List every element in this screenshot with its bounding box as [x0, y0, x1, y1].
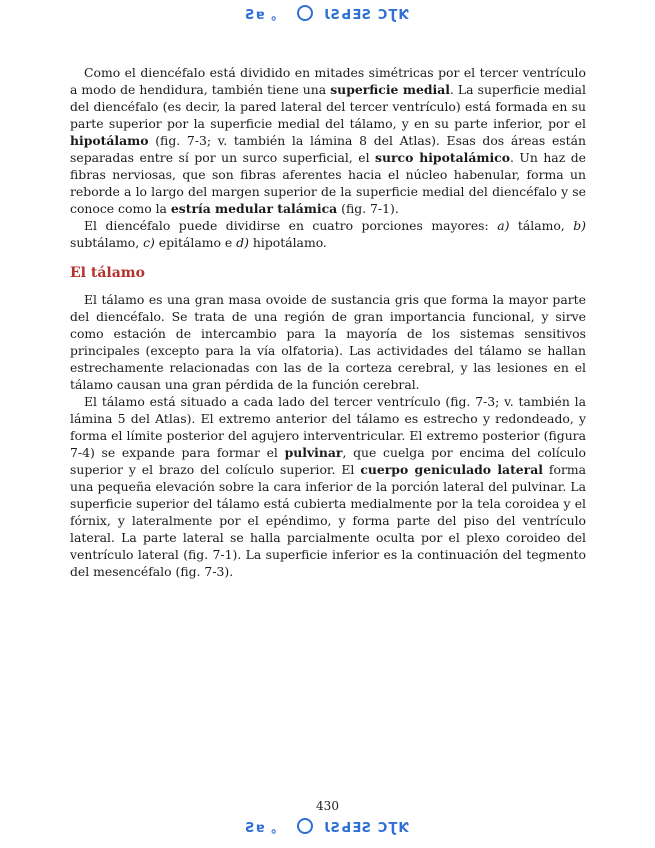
text-run: . Un haz de fibras nerviosas, que son fibras aferentes hacia el núcleo habenular, forma un reborde a lo largo del margen superior de la superficie medial del diencéfalo y se conoce como la — [70, 150, 586, 216]
text-run: forma una pequeña elevación sobre la cara inferior de la porción lateral del pulvinar. La superficie superior del tálamo está cubierta medialmente por la tela coroidea y el fórnix, y lateralmente por el epéndimo, y forma parte del piso del ventrículo lateral. La parte lateral se halla parcialmente oculta por el plexo coroideo del ventrículo lateral (fig. 7-1). La superficie inferior es la continuación del tegmento del mesencéfalo (fig. 7-3). — [70, 462, 587, 579]
text-run: (fig. 7-1). — [337, 201, 399, 216]
watermark-dot: 。 — [271, 8, 286, 23]
watermark-footer — [0, 818, 655, 836]
text-run: subtálamo, — [70, 235, 144, 250]
paragraph-1 — [70, 64, 586, 217]
text-run: El tálamo es una gran masa ovoide de sustancia gris que forma la mayor parte del diencéfalo. Se trata de una región de gran importancia funcional, y sirve como estación de intercambio para la mayoría de los sistemas sensitivos principales (excepto para la vía olfatoria). Las actividades del tálamo se hallan estrechamente relacionadas con las de la corteza cerebral, y las lesiones en el tálamo causan una gran pérdida de la función cerebral. — [70, 292, 586, 392]
text-run: Como el diencéfalo está dividido en mitades simétricas por el tercer ventrículo a modo de hendidura, también tiene una — [70, 65, 586, 97]
text-run: El diencéfalo puede dividirse en cuatro porciones mayores: — [84, 218, 498, 233]
paragraph-2 — [70, 217, 586, 251]
circle-icon — [297, 5, 313, 21]
bold-term: superficie medial — [330, 82, 450, 97]
bold-term: hipotálamo — [70, 133, 149, 148]
text-run: El tálamo está situado a cada lado del tercer ventrículo (fig. 7-3; v. también la lámina 5 del Atlas). El extremo anterior del tálamo es estrecho y redondeado, y forma el límite posterior del agujero interventricular. El extremo posterior (figura 7-4) se expande para formar el — [70, 394, 586, 460]
text-run: epitálamo e — [154, 235, 237, 250]
watermark-left-text: Ƨɐ — [245, 8, 266, 23]
bold-term: pulvinar — [284, 445, 343, 460]
page-number: 430 — [316, 799, 339, 813]
watermark-right-text: ƖƧԀƎƧ ƆƮƘ — [324, 821, 410, 836]
section-title: El tálamo — [70, 265, 145, 281]
italic-marker: d) — [236, 235, 249, 250]
text-run: , que cuelga por encima del colículo superior y el brazo del colículo superior. El — [70, 445, 586, 477]
watermark-left-text: Ƨɐ — [245, 821, 266, 836]
italic-marker: b) — [573, 218, 586, 233]
bold-term: cuerpo geniculado lateral — [360, 462, 543, 477]
watermark-dot: 。 — [271, 821, 286, 836]
italic-marker: a) — [497, 218, 510, 233]
text-run: . La superficie medial del diencéfalo (es decir, la pared lateral del tercer ventrículo) está formada en su parte superior por la superficie medial del tálamo, y en su parte inferior, por el — [70, 82, 586, 131]
text-run: hipotálamo. — [248, 235, 327, 250]
bold-term: estría medular talámica — [170, 201, 338, 216]
watermark-header — [0, 5, 655, 23]
page-body — [70, 64, 586, 580]
italic-marker: c) — [143, 235, 155, 250]
text-run: tálamo, — [509, 218, 574, 233]
paragraph-4 — [70, 393, 586, 580]
paragraph-3 — [70, 291, 586, 393]
text-run: (fig. 7-3; v. también la lámina 8 del Atlas). Esas dos áreas están separadas entre sí por un surco superficial, el — [70, 133, 586, 165]
circle-icon — [297, 818, 313, 834]
bold-term: surco hipotalámico — [375, 150, 510, 165]
watermark-right-text: ƖƧԀƎƧ ƆƮƘ — [324, 8, 410, 23]
